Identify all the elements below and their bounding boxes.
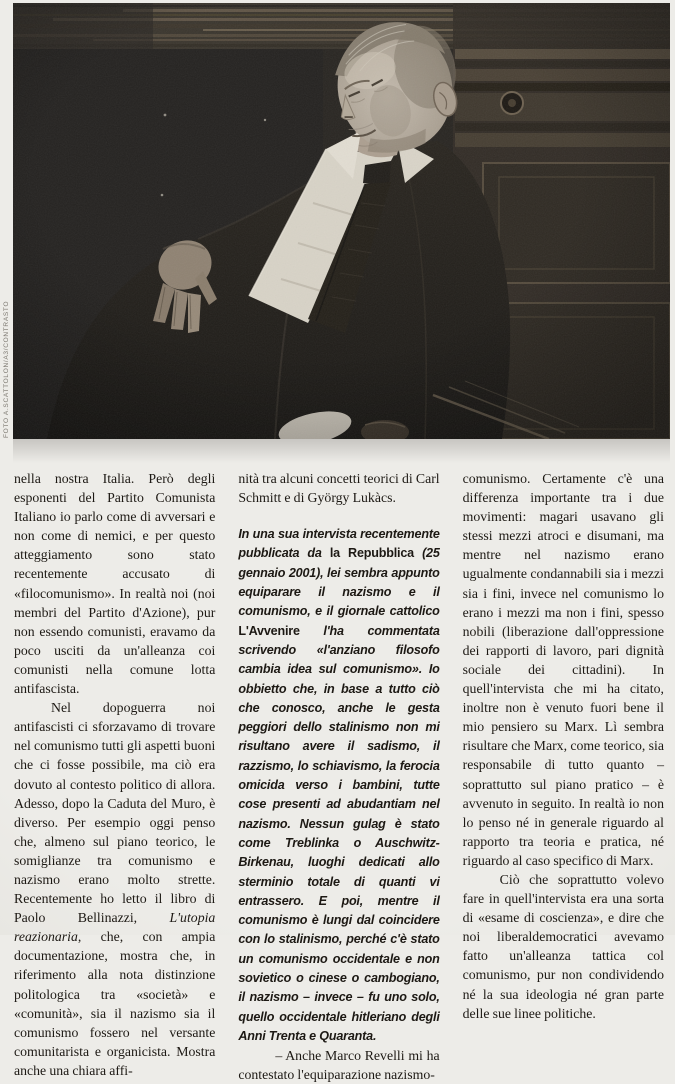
photo-credit: FOTO A.SCATTOLON/A3/CONTRASTO <box>3 300 10 438</box>
paragraph <box>238 525 439 1046</box>
paragraph <box>238 469 439 507</box>
paragraph <box>463 870 664 1023</box>
text-run: Ciò che soprattutto volevo fare in quell'intervista era una sorta di «esame di coscienza», e dire che noi liberaldemocratici avevamo fatto un'alleanza tattica col comunismo, pur non condividendo né la sua ideologia né gran parte delle sue linee politiche. <box>462 871 664 1021</box>
text-run: – Anche Marco Revelli mi ha contestato l'equiparazione nazismo- <box>238 1048 440 1083</box>
text-run: L'Avvenire <box>238 623 300 638</box>
text-run: L'utopia reazionaria <box>14 910 216 945</box>
text-run: Nel dopoguerra noi antifascisti ci sforzavamo di trovare nel comunismo tutti gli aspetti buoni che ci fosse possibile, ma ciò era dovuto al contesto politico di allora. Adesso, dopo la Caduta del Muro, è diverso. Per esempio oggi penso che, almeno sul piano teorico, le somiglianze tra comunismo e nazismo erano molto strette. Recentemente ho letto il libro di Paolo Bellinazzi, <box>14 700 216 926</box>
text-run: , che, con ampia documentazione, mostra che, in riferimento alla nota distinzione politologica tra «società» e «comunità», sia il nazismo sia il comunismo fossero nel versante comunitarista e organicista. Mostra anche una chiara affi- <box>14 929 216 1078</box>
paragraph <box>14 469 215 698</box>
paragraph <box>463 469 664 870</box>
portrait-photo-illustration <box>13 3 670 439</box>
photo-bottom-shading <box>13 439 670 463</box>
text-run: l'ha commentata scrivendo «l'anziano filosofo cambia idea sul comunismo». Io obbietto che, in base a tutto ciò che conosco, anche le gesta peggiori dello stalinismo non mi risultano avere il sadismo, il razzismo, lo schiavismo, la ferocia omicida verso i bambini, tutte cose presenti ad abudantiam nel nazismo. Nessun gulag è stato come Treblinka o Auschwitz-Birkenau, luoghi dedicati allo sterminio totale di quanti vi entrassero. E poi, mentre il comunismo è lungi dal coincidere con lo stalinismo, perché c'è stato un comunismo occidentale e non sovietico o cinese o cambogiano, il nazismo – invece – fu uno solo, quello occidentale hitleriano degli Anni Trenta e Quaranta. <box>238 623 440 1043</box>
article-photo <box>13 3 670 439</box>
film-grain <box>13 3 670 439</box>
text-run: comunismo. Certamente c'è una differenza importante tra i due movimenti: magari usavano gli stessi mezzi atroci e disumani, ma mentre nel nazismo erano ugualmente condannabili sia i mezzi sia i fini, invece nel comunismo lo erano i mezzi ma non i fini, spesso nobili (liberazione dall'oppressione dei rapporti di lavoro, pari dignità sociale dei cittadini). In quell'intervista che mi ha citato, inoltre non è venuto fuori bene il mio pensiero su Marx. Lì sembra risultare che Marx, come teorico, sia responsabile di tutto quanto – soprattutto sul piano pratico – è avvenuto in seguito. In realtà io non lo penso né in generale riguardo al rapporto tra teoria e pratica, né riguardo al caso specifico di Marx. <box>462 471 664 868</box>
text-run: (25 gennaio 2001), lei sembra appunto equiparare il nazismo e il comunismo, e il giornale cattolico <box>238 546 440 619</box>
paragraph <box>238 1046 439 1084</box>
text-run: nità tra alcuni concetti teorici di Carl Schmitt e di György Lukàcs. <box>238 471 440 506</box>
paragraph <box>14 698 215 1080</box>
text-column-3 <box>463 469 664 1084</box>
text-column-2 <box>238 469 439 1084</box>
article-body <box>14 469 664 1084</box>
text-run: In una sua intervista recentemente pubblicata da <box>238 527 440 561</box>
text-run: la Repubblica <box>329 546 414 561</box>
text-column-1 <box>14 469 215 1084</box>
text-run: nella nostra Italia. Però degli esponenti del Partito Comunista Italiano io parlo come di avversari e non come di nemici, e per questo atteggiamento sono stato recentemente accusato di «filocomunismo». In realtà noi (noi membri del Partito d'Azione), pur non essendo comunisti, eravamo da poco usciti da un'alleanza coi comunisti nella comune lotta antifascista. <box>14 471 216 697</box>
